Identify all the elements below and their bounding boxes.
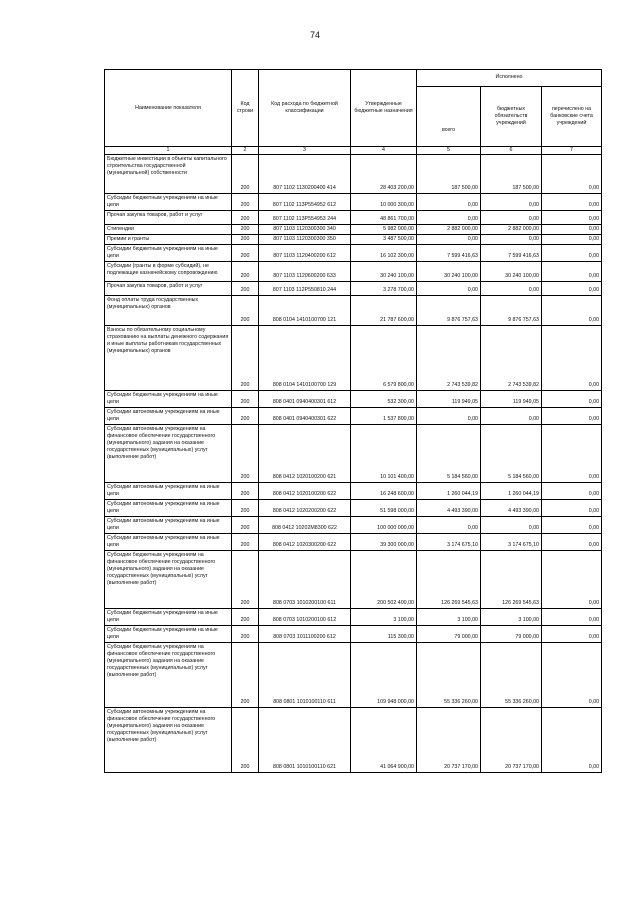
row-transferred: 0,00 (542, 626, 602, 643)
row-executed-total: 0,00 (417, 517, 481, 534)
row-transferred: 0,00 (542, 296, 602, 326)
row-executed-total: 0,00 (417, 235, 481, 245)
row-code: 200 (232, 326, 259, 391)
row-approved: 3 278 700,00 (351, 282, 417, 296)
header-executed: Исполнено (417, 70, 602, 87)
row-budget-code: 808 0703 1011100200 612 (259, 626, 351, 643)
table-row (105, 296, 602, 326)
column-number: 2 (232, 147, 259, 155)
row-executed-obligations: 0,00 (481, 211, 542, 225)
row-transferred: 0,00 (542, 211, 602, 225)
budget-execution-table (104, 69, 602, 773)
row-executed-obligations: 0,00 (481, 517, 542, 534)
row-name: Субсидии бюджетным учреждениям на иные цели (105, 609, 232, 626)
row-budget-code: 808 0412 1020100200 621 (259, 425, 351, 483)
table-row (105, 425, 602, 483)
row-name: Прочая закупка товаров, работ и услуг (105, 211, 232, 225)
table-row (105, 408, 602, 425)
row-code: 200 (232, 282, 259, 296)
table-row (105, 245, 602, 262)
row-executed-obligations: 30 240 100,00 (481, 262, 542, 282)
row-executed-total: 187 500,00 (417, 155, 481, 194)
row-executed-obligations: 119 949,05 (481, 391, 542, 408)
row-code: 200 (232, 643, 259, 708)
table-row (105, 326, 602, 391)
row-budget-code: 808 0412 1020300200 622 (259, 534, 351, 551)
row-executed-total: 30 240 100,00 (417, 262, 481, 282)
row-transferred: 0,00 (542, 194, 602, 211)
table-row (105, 262, 602, 282)
row-name: Субсидии автономным учреждениям на иные цели (105, 534, 232, 551)
row-approved: 16 248 600,00 (351, 483, 417, 500)
row-name: Прочая закупка товаров, работ и услуг (105, 282, 232, 296)
row-name: Субсидии автономным учреждениям на иные цели (105, 500, 232, 517)
row-executed-total: 3 174 675,10 (417, 534, 481, 551)
row-name: Субсидии бюджетным учреждениям на иные цели (105, 245, 232, 262)
row-executed-obligations: 1 260 044,19 (481, 483, 542, 500)
row-transferred: 0,00 (542, 500, 602, 517)
row-budget-code: 807 1102 113Р554953 244 (259, 211, 351, 225)
header-transferred: перечислено на банковские счета учреждений (542, 86, 602, 146)
row-name: Взносы по обязательному социальному страхованию на выплаты денежного содержания и иные выплаты работникам государственных (муниципальных) органов (105, 326, 232, 391)
row-executed-total: 4 493 390,00 (417, 500, 481, 517)
row-budget-code: 808 0104 1410100700 129 (259, 326, 351, 391)
row-code: 200 (232, 483, 259, 500)
row-code: 200 (232, 609, 259, 626)
row-code: 200 (232, 708, 259, 773)
column-number: 3 (259, 147, 351, 155)
row-transferred: 0,00 (542, 235, 602, 245)
row-approved: 10 101 400,00 (351, 425, 417, 483)
row-executed-obligations: 9 876 757,63 (481, 296, 542, 326)
row-name: Субсидии бюджетным учреждениям на финансовое обеспечение государственного (муниципального) задания на оказание государственных (муниципальных) услуг (выполнение работ) (105, 643, 232, 708)
header-total: всего (417, 86, 481, 146)
row-budget-code: 808 0703 1010200100 612 (259, 609, 351, 626)
header-budget-code: Код расхода по бюджетной классификации (259, 70, 351, 147)
row-executed-total: 2 882 000,00 (417, 225, 481, 235)
row-budget-code: 807 1102 1130200400 414 (259, 155, 351, 194)
table-row (105, 155, 602, 194)
row-name: Субсидии (гранты в форме субсидий), не подлежащие казначейскому сопровождению (105, 262, 232, 282)
table-row (105, 211, 602, 225)
row-executed-total: 0,00 (417, 408, 481, 425)
row-code: 200 (232, 517, 259, 534)
row-budget-code: 808 0401 0940400301 612 (259, 391, 351, 408)
row-executed-total: 0,00 (417, 211, 481, 225)
row-transferred: 0,00 (542, 551, 602, 609)
row-code: 200 (232, 245, 259, 262)
row-executed-total: 2 743 539,82 (417, 326, 481, 391)
table-row (105, 643, 602, 708)
column-number: 1 (105, 147, 232, 155)
table-row (105, 483, 602, 500)
table-row (105, 194, 602, 211)
row-code: 200 (232, 225, 259, 235)
row-executed-total: 0,00 (417, 194, 481, 211)
row-code: 200 (232, 551, 259, 609)
row-transferred: 0,00 (542, 225, 602, 235)
row-approved: 51 598 000,00 (351, 500, 417, 517)
row-approved: 3 100,00 (351, 609, 417, 626)
row-transferred: 0,00 (542, 245, 602, 262)
row-name: Субсидии бюджетным учреждениям на иные цели (105, 194, 232, 211)
row-executed-total: 20 737 170,00 (417, 708, 481, 773)
row-budget-code: 807 1102 113Р554952 612 (259, 194, 351, 211)
row-name: Стипендии (105, 225, 232, 235)
row-approved: 16 102 300,00 (351, 245, 417, 262)
table-row (105, 609, 602, 626)
row-name: Субсидии бюджетным учреждениям на иные цели (105, 626, 232, 643)
row-executed-total: 3 100,00 (417, 609, 481, 626)
row-executed-obligations: 0,00 (481, 194, 542, 211)
row-approved: 200 502 400,00 (351, 551, 417, 609)
table-row (105, 551, 602, 609)
row-executed-obligations: 3 174 675,10 (481, 534, 542, 551)
row-code: 200 (232, 262, 259, 282)
row-transferred: 0,00 (542, 609, 602, 626)
row-budget-code: 807 1103 1120300300 350 (259, 235, 351, 245)
row-budget-code: 808 0401 0940400301 622 (259, 408, 351, 425)
table-row (105, 282, 602, 296)
header-approved: Утвержденные бюджетные назначения (351, 70, 417, 147)
row-approved: 100 000 000,00 (351, 517, 417, 534)
row-budget-code: 808 0412 1020200200 622 (259, 500, 351, 517)
column-number: 5 (417, 147, 481, 155)
row-name: Бюджетные инвестиции в объекты капитального строительства государственной (муниципальной) собственности (105, 155, 232, 194)
row-approved: 39 300 000,00 (351, 534, 417, 551)
row-budget-code: 808 0412 10202М8300 622 (259, 517, 351, 534)
row-approved: 109 948 000,00 (351, 643, 417, 708)
row-transferred: 0,00 (542, 708, 602, 773)
row-name: Субсидии автономным учреждениям на финансовое обеспечение государственного (муниципального) задания на оказание государственных (муниципальных) услуг (выполнение работ) (105, 425, 232, 483)
row-approved: 30 240 100,00 (351, 262, 417, 282)
row-transferred: 0,00 (542, 643, 602, 708)
row-executed-obligations: 0,00 (481, 408, 542, 425)
row-transferred: 0,00 (542, 391, 602, 408)
row-executed-obligations: 7 599 416,63 (481, 245, 542, 262)
column-numbers-row (105, 147, 602, 155)
row-code: 200 (232, 155, 259, 194)
table-row (105, 626, 602, 643)
table-row (105, 708, 602, 773)
row-approved: 28 403 200,00 (351, 155, 417, 194)
row-name: Субсидии бюджетным учреждениям на финансовое обеспечение государственного (муниципального) задания на оказание государственных (муниципальных) услуг (выполнение работ) (105, 551, 232, 609)
row-budget-code: 808 0801 1010100110 611 (259, 643, 351, 708)
row-approved: 115 300,00 (351, 626, 417, 643)
row-code: 200 (232, 408, 259, 425)
table-row (105, 225, 602, 235)
row-executed-obligations: 0,00 (481, 235, 542, 245)
row-approved: 3 487 500,00 (351, 235, 417, 245)
row-code: 200 (232, 500, 259, 517)
header-row-code: Код строки (232, 70, 259, 147)
row-transferred: 0,00 (542, 408, 602, 425)
row-code: 200 (232, 235, 259, 245)
row-executed-obligations: 55 336 260,00 (481, 643, 542, 708)
column-number: 6 (481, 147, 542, 155)
row-name: Премии и гранты (105, 235, 232, 245)
row-executed-total: 126 269 545,63 (417, 551, 481, 609)
row-budget-code: 808 0801 1010100110 621 (259, 708, 351, 773)
row-transferred: 0,00 (542, 534, 602, 551)
row-name: Фонд оплаты труда государственных (муниципальных) органов (105, 296, 232, 326)
row-budget-code: 808 0104 1410100700 121 (259, 296, 351, 326)
row-executed-obligations: 5 184 560,00 (481, 425, 542, 483)
row-executed-total: 119 949,05 (417, 391, 481, 408)
row-executed-total: 7 599 416,63 (417, 245, 481, 262)
row-code: 200 (232, 425, 259, 483)
row-executed-total: 9 876 757,63 (417, 296, 481, 326)
header-obligations: бюджетных обязательств учреждений (481, 86, 542, 146)
row-name: Субсидии автономным учреждениям на иные цели (105, 408, 232, 425)
row-name: Субсидии автономным учреждениям на иные цели (105, 483, 232, 500)
row-executed-obligations: 2 743 539,82 (481, 326, 542, 391)
row-budget-code: 807 1103 1120400200 612 (259, 245, 351, 262)
table-row (105, 517, 602, 534)
row-budget-code: 808 0412 1020100200 622 (259, 483, 351, 500)
table-row (105, 500, 602, 517)
row-transferred: 0,00 (542, 155, 602, 194)
row-executed-total: 1 260 044,19 (417, 483, 481, 500)
row-executed-total: 55 336 260,00 (417, 643, 481, 708)
table-row (105, 391, 602, 408)
row-transferred: 0,00 (542, 483, 602, 500)
row-executed-obligations: 187 500,00 (481, 155, 542, 194)
row-budget-code: 807 1103 1120300300 340 (259, 225, 351, 235)
row-executed-obligations: 2 882 000,00 (481, 225, 542, 235)
row-budget-code: 808 0703 1010200100 611 (259, 551, 351, 609)
row-transferred: 0,00 (542, 517, 602, 534)
row-executed-obligations: 20 737 170,00 (481, 708, 542, 773)
row-transferred: 0,00 (542, 425, 602, 483)
table-row (105, 235, 602, 245)
row-approved: 1 537 800,00 (351, 408, 417, 425)
row-transferred: 0,00 (542, 262, 602, 282)
page-number: 74 (309, 30, 320, 40)
row-approved: 48 861 700,00 (351, 211, 417, 225)
row-name: Субсидии автономным учреждениям на иные цели (105, 517, 232, 534)
row-code: 200 (232, 296, 259, 326)
header-name: Наименование показателя (105, 70, 232, 147)
column-number: 4 (351, 147, 417, 155)
row-approved: 532 300,00 (351, 391, 417, 408)
row-executed-total: 79 000,00 (417, 626, 481, 643)
row-code: 200 (232, 391, 259, 408)
row-executed-obligations: 79 000,00 (481, 626, 542, 643)
row-approved: 21 787 600,00 (351, 296, 417, 326)
row-executed-obligations: 0,00 (481, 282, 542, 296)
row-approved: 41 064 900,00 (351, 708, 417, 773)
column-number: 7 (542, 147, 602, 155)
row-transferred: 0,00 (542, 282, 602, 296)
row-code: 200 (232, 534, 259, 551)
row-approved: 10 000 300,00 (351, 194, 417, 211)
row-budget-code: 807 1103 1120600200 633 (259, 262, 351, 282)
row-transferred: 0,00 (542, 326, 602, 391)
row-executed-obligations: 4 493 390,00 (481, 500, 542, 517)
row-name: Субсидии автономным учреждениям на финансовое обеспечение государственного (муниципального) задания на оказание государственных (муниципальных) услуг (выполнение работ) (105, 708, 232, 773)
row-name: Субсидии бюджетным учреждениям на иные цели (105, 391, 232, 408)
row-code: 200 (232, 211, 259, 225)
row-approved: 5 982 000,00 (351, 225, 417, 235)
row-executed-total: 0,00 (417, 282, 481, 296)
row-executed-obligations: 126 269 545,63 (481, 551, 542, 609)
table-row (105, 534, 602, 551)
row-code: 200 (232, 194, 259, 211)
row-executed-obligations: 3 100,00 (481, 609, 542, 626)
row-approved: 6 579 800,00 (351, 326, 417, 391)
row-executed-total: 5 184 560,00 (417, 425, 481, 483)
row-budget-code: 807 1103 112Р550810 244 (259, 282, 351, 296)
row-code: 200 (232, 626, 259, 643)
